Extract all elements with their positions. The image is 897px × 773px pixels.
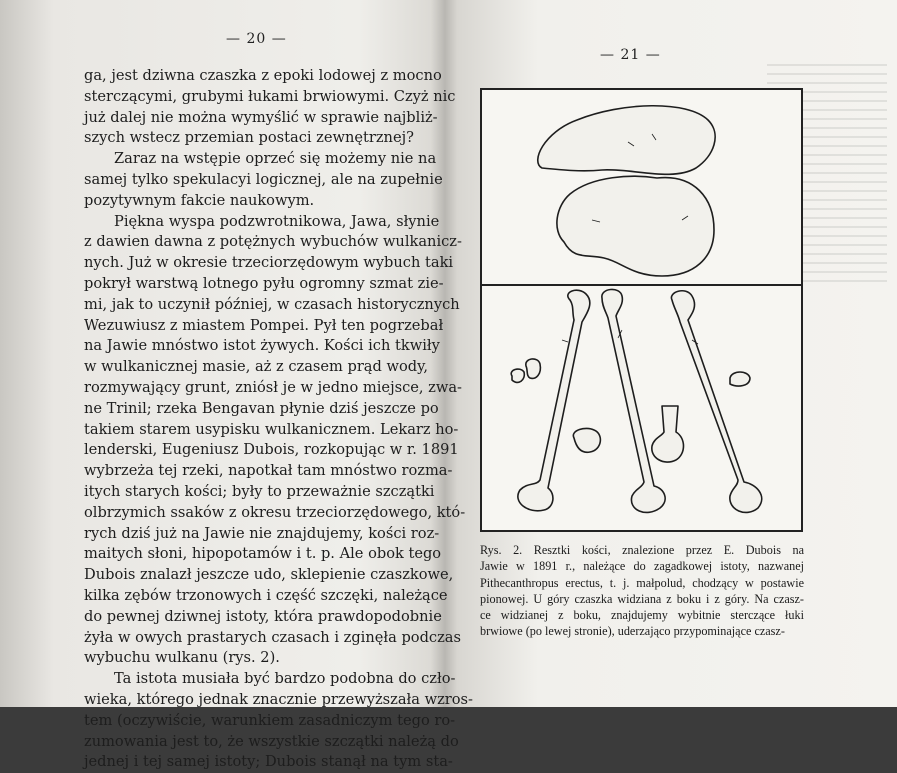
text-line: żyła w owych prastarych czasach i zginęła podczas: [84, 628, 461, 646]
caption-line: Pithecanthropus erectus, t. j. małpolud, chodzący w postawie: [480, 575, 804, 590]
text-line: pozytywnym fakcie naukowym.: [84, 191, 315, 209]
text-line: w wulkanicznej masie, aż z czasem prąd wody,: [84, 358, 429, 376]
figure-caption: [480, 542, 804, 640]
caption-line: Jawie w 1891 r., należące do zagadkowej istoty, nazwanej: [480, 559, 804, 574]
text-line: Dubois znalazł jeszcze udo, sklepienie czaszkowe,: [84, 566, 454, 584]
femur-left: [518, 290, 590, 511]
text-line: Piękna wyspa podzwrotnikowa, Jawa, słynie: [114, 212, 440, 230]
caption-line: ce widzianej z boku, znajdujemy wybitnie sterczące łuki: [480, 608, 804, 623]
caption-line: brwiowe (po lewej stronie), uderzająco przypominające czasz-: [480, 624, 785, 639]
figure-fossil-bones: [480, 88, 803, 532]
jaw-fragment-right: [730, 372, 750, 386]
text-line: Ta istota musiała być bardzo podobna do czło-: [114, 670, 456, 688]
text-line: Zaraz na wstępie oprzeć się możemy nie na: [114, 150, 437, 168]
caption-line: pionowej. U góry czaszka widziana z boku i z góry. Na czasz-: [480, 591, 804, 606]
text-line: mi, jak to uczynił później, w czasach historycznych: [84, 295, 460, 313]
left-page-text: [84, 66, 473, 773]
text-line: zumowania jest to, że wszystkie szczątki należą do: [84, 732, 459, 750]
text-line: szych wstecz przemian postaci zewnętrznej?: [84, 129, 414, 147]
femur-center: [602, 289, 665, 512]
femur-right: [671, 291, 761, 513]
text-line: wieka, którego jednak znacznie przewyższała wzros-: [84, 690, 473, 708]
bone-fragment-center-right: [652, 406, 684, 462]
text-line: maitych słoni, hipopotamów i t. p. Ale obok tego: [84, 545, 442, 563]
text-line: Wezuwiusz z miastem Pompei. Pył ten pogrzebał: [84, 316, 444, 334]
small-bone-left: [511, 369, 524, 382]
text-line: już dalej nie można wymyślić w sprawie najbliż-: [84, 108, 438, 126]
text-line: nych. Już w okresie trzeciorzędowym wybuch taki: [84, 254, 454, 272]
text-line: samej tylko spekulacyi logicznej, ale na zupełnie: [84, 170, 443, 188]
text-line: lenderski, Eugeniusz Dubois, rozkopując w r. 1891: [84, 441, 459, 459]
skullcap-top-view: [557, 176, 714, 276]
text-line: takiem starem usypisku wulkanicznem. Lekarz ho-: [84, 420, 459, 438]
text-line: jednej i tej samej istoty; Dubois stanął na tym sta-: [84, 753, 453, 771]
bone-fragment-middle: [573, 428, 600, 452]
text-line: rych dziś już na Jawie nie znajdujemy, kości roz-: [84, 524, 440, 542]
page-number-left: — 20 —: [226, 31, 287, 47]
fossil-illustration: [482, 90, 801, 530]
text-line: sterczącymi, grubymi łukami brwiowymi. Czyż nic: [84, 87, 456, 105]
text-line: olbrzymich ssaków z okresu trzeciorzędowego, któ-: [84, 503, 466, 521]
text-line: pokrył warstwą lotnego pyłu ogromny szmat zie-: [84, 274, 444, 292]
skullcap-side-view: [538, 106, 715, 175]
text-line: rozmywający grunt, zniósł je w jedno miejsce, zwa-: [84, 378, 462, 396]
text-line: z dawien dawna z potężnych wybuchów wulkanicz-: [84, 233, 462, 251]
text-line: tem (oczywiście, warunkiem zasadniczym tego ro-: [84, 711, 456, 729]
molar-tooth: [526, 359, 541, 378]
text-line: do pewnej dziwnej istoty, która prawdopodobnie: [84, 607, 442, 625]
text-line: na Jawie mnóstwo istot żywych. Kości ich tkwiły: [84, 337, 440, 355]
text-line: wybrzeża tej rzeki, napotkał tam mnóstwo rozma-: [84, 462, 453, 480]
text-line: ga, jest dziwna czaszka z epoki lodowej z mocno: [84, 67, 442, 84]
text-line: itych starych kości; były to przeważnie szczątki: [84, 482, 435, 500]
text-line: ne Trinil; rzeka Bengavan płynie dziś jeszcze po: [84, 399, 439, 417]
caption-line: Rys. 2. Resztki kości, znalezione przez E. Dubois na: [480, 543, 804, 557]
text-line: wybuchu wulkanu (rys. 2).: [84, 649, 280, 667]
text-line: kilka zębów trzonowych i część szczęki, należące: [84, 586, 448, 604]
page-number-right: — 21 —: [600, 47, 661, 63]
